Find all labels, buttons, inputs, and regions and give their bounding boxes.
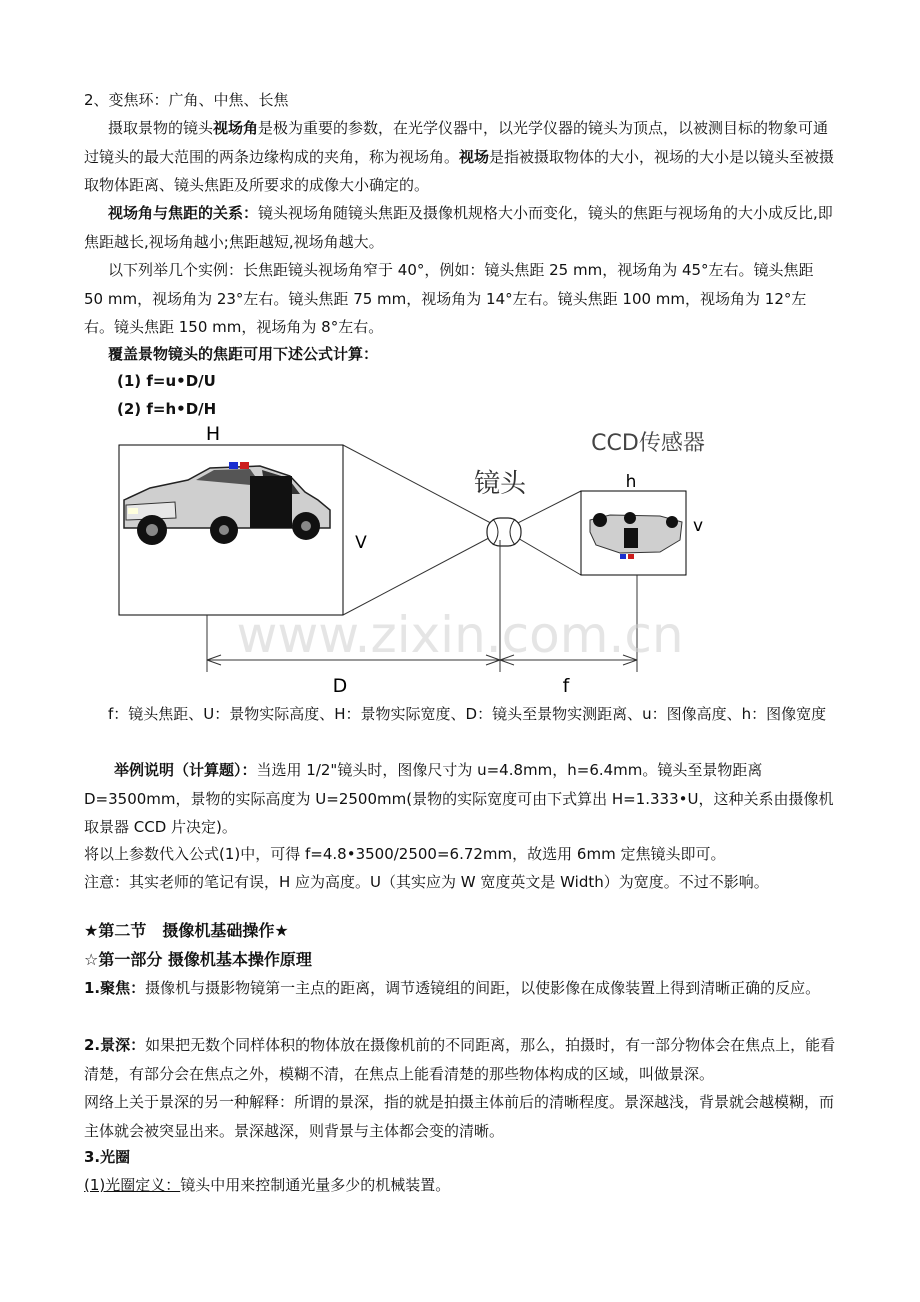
examples-paragraph: 以下列举几个实例：长焦距镜头视场角窄于 40°，例如：镜头焦距 25 mm，视场角为 45°左右。镜头焦距 50 mm，视场角为 23°左右。镜头焦距 75 mm，视场角为 14°左右。镜头焦距 100 mm，视场角为 12°左右。镜头焦距 150 mm，视场角为 8°左右。 — [84, 261, 814, 336]
formula-2: (2) f=h•D/H — [117, 400, 217, 418]
text-run: 是指被摄取物体的大小，视场的大小是以镜头至被摄取物体距离、镜头焦距及所要求的成像大小确定的。 — [84, 147, 835, 194]
section-heading: 2、变焦环：广角、中焦、长焦 — [84, 91, 289, 109]
text-run: 是极为重要的参数，在光学仪器中，以光学仪器的镜头为顶点，以被测目标的物象可通过镜头的最大范围的两条边缘构成的夹角，称为视场角。 — [84, 119, 829, 166]
label-h: h — [625, 472, 637, 492]
formula-1: (1) f=u•D/U — [117, 372, 216, 390]
text-run: 当选用 1/2"镜头时，图像尺寸为 u=4.8mm，h=6.4mm。镜头至景物距离 D=3500mm，景物的实际高度为 U=2500mm(景物的实际宽度可由下式算出 H=1.333•U，这种关系由摄像机取景器 CCD 片决定)。 — [84, 761, 834, 836]
dof-paragraph — [84, 1031, 836, 1088]
aperture-definition — [84, 1171, 836, 1200]
section-title: ★第二节 摄像机基础操作★ — [84, 921, 289, 940]
lens-icon — [487, 518, 521, 546]
label-ccd: CCD传感器 — [591, 431, 705, 456]
example-label: 举例说明（计算题）： — [114, 761, 257, 779]
label-D: D — [332, 675, 348, 697]
term-relation: 视场角与焦距的关系： — [108, 204, 259, 222]
label-v: v — [692, 516, 704, 536]
example-paragraph — [84, 756, 836, 842]
label-H: H — [205, 423, 221, 445]
watermark: www.zixin.com.cn — [236, 606, 684, 664]
text-run: 摄取景物的镜头 — [108, 119, 214, 137]
focus-paragraph — [84, 974, 836, 1003]
text-run: 如果把无数个同样体积的物体放在摄像机前的不同距离，那么，拍摄时，有一部分物体会在焦点上，能看清楚，有部分会在焦点之外，模糊不清，在焦点上能看清楚的那些物体构成的区域，叫做景深。 — [84, 1036, 836, 1083]
label-f: f — [562, 675, 570, 697]
focus-label: 1.聚焦： — [84, 979, 146, 997]
fov-focal-paragraph — [84, 199, 836, 256]
dof-label: 2.景深： — [84, 1036, 146, 1054]
fov-paragraph — [84, 114, 836, 200]
dof-alt-paragraph: 网络上关于景深的另一种解释：所谓的景深，指的就是拍摄主体前后的清晰程度。景深越浅，背景就会越模糊，而主体就会被突显出来。景深越深，则背景与主体都会变的清晰。 — [84, 1093, 835, 1140]
text-run: 镜头中用来控制通光量多少的机械装置。 — [180, 1176, 451, 1194]
term-field: 视场 — [459, 147, 490, 166]
part-title: ☆第一部分 摄像机基本操作原理 — [84, 950, 312, 969]
label-V: V — [355, 533, 367, 553]
formula-intro: 覆盖景物镜头的焦距可用下述公式计算： — [108, 345, 379, 363]
text-run: 镜头视场角随镜头焦距及摄像机规格大小而变化，镜头的焦距与视场角的大小成反比,即焦距越长,视场角越小;焦距越短,视场角越大。 — [84, 204, 833, 251]
text-run: 摄像机与摄影物镜第一主点的距离，调节透镜组的间距，以使影像在成像装置上得到清晰正确的反应。 — [145, 979, 821, 997]
term-fov: 视场角 — [213, 119, 259, 137]
note-paragraph: 注意：其实老师的笔记有误，H 应为高度。U（其实应为 W 宽度英文是 Width）为宽度。不过不影响。 — [84, 873, 769, 891]
lens-diagram — [0, 420, 920, 700]
ray-bottom — [343, 530, 504, 615]
aperture-heading: 3.光圈 — [84, 1148, 131, 1166]
legend-paragraph: f：镜头焦距、U：景物实际高度、H：景物实际宽度、D：镜头至景物实测距离、u：图像高度、h：图像宽度 — [108, 705, 827, 723]
result-paragraph: 将以上参数代入公式(1)中，可得 f=4.8•3500/2500=6.72mm，故选用 6mm 定焦镜头即可。 — [84, 845, 726, 863]
aperture-def-label: (1)光圈定义： — [84, 1176, 181, 1194]
label-lens: 镜头 — [473, 469, 527, 499]
